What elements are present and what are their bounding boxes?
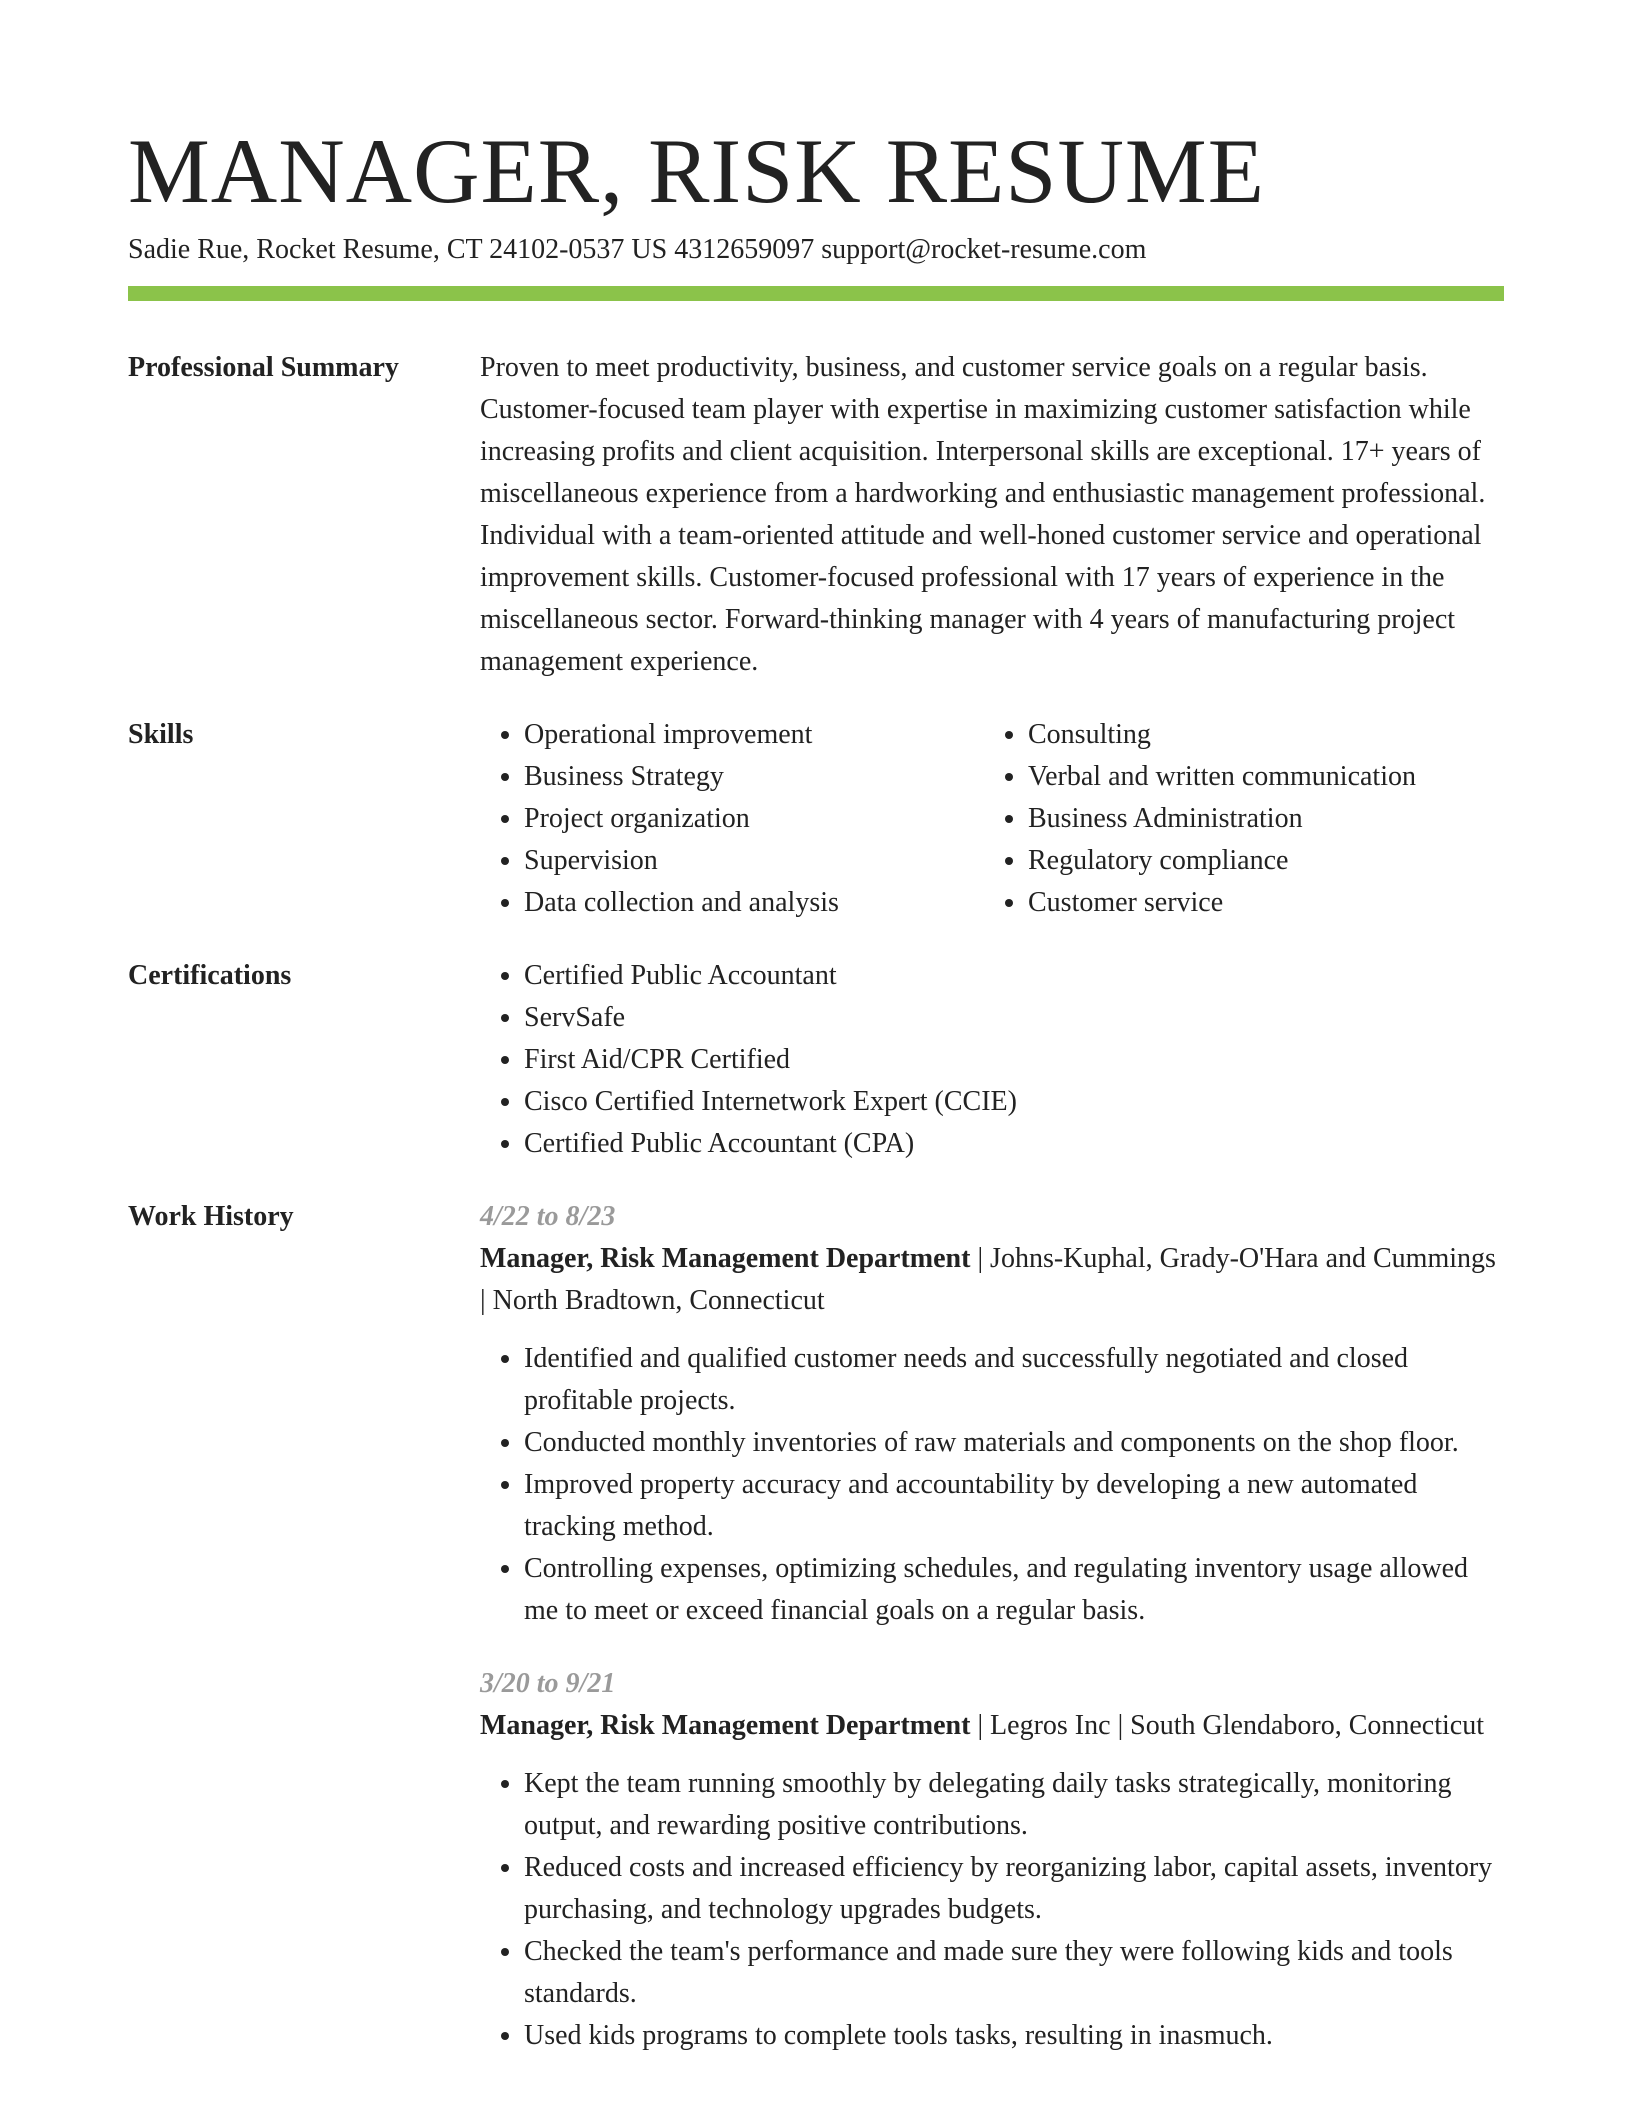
job-bullet: • Used kids programs to complete tools tasks, resulting in inasmuch.	[524, 2015, 1504, 2057]
skill-item: • Consulting	[1028, 714, 1548, 756]
job-bullet: • Checked the team's performance and made sure they were following kids and tools standards.	[524, 1931, 1504, 2015]
skill-item: • Business Administration	[1028, 798, 1548, 840]
job-bullet: • Reduced costs and increased efficiency by reorganizing labor, capital assets, inventory purchasing, and technology upgrades budgets.	[524, 1847, 1504, 1931]
job-dates: 3/20 to 9/21	[480, 1668, 616, 1699]
section-work-history	[128, 1196, 1504, 2057]
header-divider	[128, 286, 1504, 301]
section-body-summary	[480, 347, 1504, 683]
skill-item: • Business Strategy	[524, 756, 984, 798]
skill-item: • Regulatory compliance	[1028, 840, 1548, 882]
certification-item: • First Aid/CPR Certified	[524, 1039, 1504, 1081]
resume-title: MANAGER, RISK RESUME	[128, 120, 1265, 222]
job-bullet: • Improved property accuracy and accountability by developing a new automated tracking method.	[524, 1464, 1504, 1548]
job-details: | Legros Inc | South Glendaboro, Connecticut	[970, 1710, 1484, 1741]
certification-item: • ServSafe	[524, 997, 1504, 1039]
resume-content	[128, 347, 1504, 2057]
job-bullet: • Conducted monthly inventories of raw materials and components on the shop floor.	[524, 1422, 1504, 1464]
section-skills	[128, 714, 1504, 924]
certifications-list	[480, 955, 1504, 1165]
certification-item: • Certified Public Accountant	[524, 955, 1504, 997]
section-certifications	[128, 955, 1504, 1165]
job-heading	[480, 1238, 1504, 1322]
certification-item: • Certified Public Accountant (CPA)	[524, 1123, 1504, 1165]
section-summary	[128, 347, 1504, 683]
certification-item: • Cisco Certified Internetwork Expert (CCIE)	[524, 1081, 1504, 1123]
job-details: | Johns-Kuphal, Grady-O'Hara and Cummings | North Bradtown, Connecticut	[480, 1243, 1496, 1316]
job-heading	[480, 1705, 1504, 1747]
section-label-work-history: Work History	[128, 1201, 294, 1232]
skill-item: • Supervision	[524, 840, 984, 882]
job-dates: 4/22 to 8/23	[480, 1201, 616, 1232]
skill-item: • Project organization	[524, 798, 984, 840]
section-label-summary: Professional Summary	[128, 352, 399, 383]
job-entry	[480, 1196, 1504, 1632]
skill-item: • Data collection and analysis	[524, 882, 984, 924]
skill-item: • Operational improvement	[524, 714, 984, 756]
section-label-certifications: Certifications	[128, 960, 292, 991]
skill-item: • Customer service	[1028, 882, 1548, 924]
job-bullet: • Kept the team running smoothly by delegating daily tasks strategically, monitoring output, and rewarding positive contributions.	[524, 1763, 1504, 1847]
skills-columns	[480, 714, 1504, 924]
job-title: Manager, Risk Management Department	[480, 1710, 971, 1741]
skill-item: • Verbal and written communication	[1028, 756, 1548, 798]
job-bullet: • Identified and qualified customer needs and successfully negotiated and closed profitable projects.	[524, 1338, 1504, 1422]
skills-list-left	[480, 714, 984, 924]
contact-info: Sadie Rue, Rocket Resume, CT 24102-0537 US 4312659097 support@rocket-resume.com	[128, 234, 1147, 265]
job-entry	[480, 1663, 1504, 2057]
section-body-certifications	[480, 955, 1504, 1165]
summary-text: Proven to meet productivity, business, and customer service goals on a regular basis. Customer-focused team player with expertise in maximizing customer satisfaction while increasing profits and client acquisition. Interpersonal skills are exceptional. 17+ years of miscellaneous experience from a hardworking and enthusiastic management professional. Individual with a team-oriented attitude and well-honed customer service and operational improvement skills. Customer-focused professional with 17 years of experience in the miscellaneous sector. Forward-thinking manager with 4 years of manufacturing project management experience.	[480, 352, 1486, 677]
job-bullets	[480, 1763, 1504, 2057]
job-title: Manager, Risk Management Department	[480, 1243, 971, 1274]
job-bullets	[480, 1338, 1504, 1632]
skills-list-right	[984, 714, 1548, 924]
section-body-work-history	[480, 1196, 1504, 2057]
section-label-skills: Skills	[128, 719, 194, 750]
job-bullet: • Controlling expenses, optimizing schedules, and regulating inventory usage allowed me to meet or exceed financial goals on a regular basis.	[524, 1548, 1504, 1632]
